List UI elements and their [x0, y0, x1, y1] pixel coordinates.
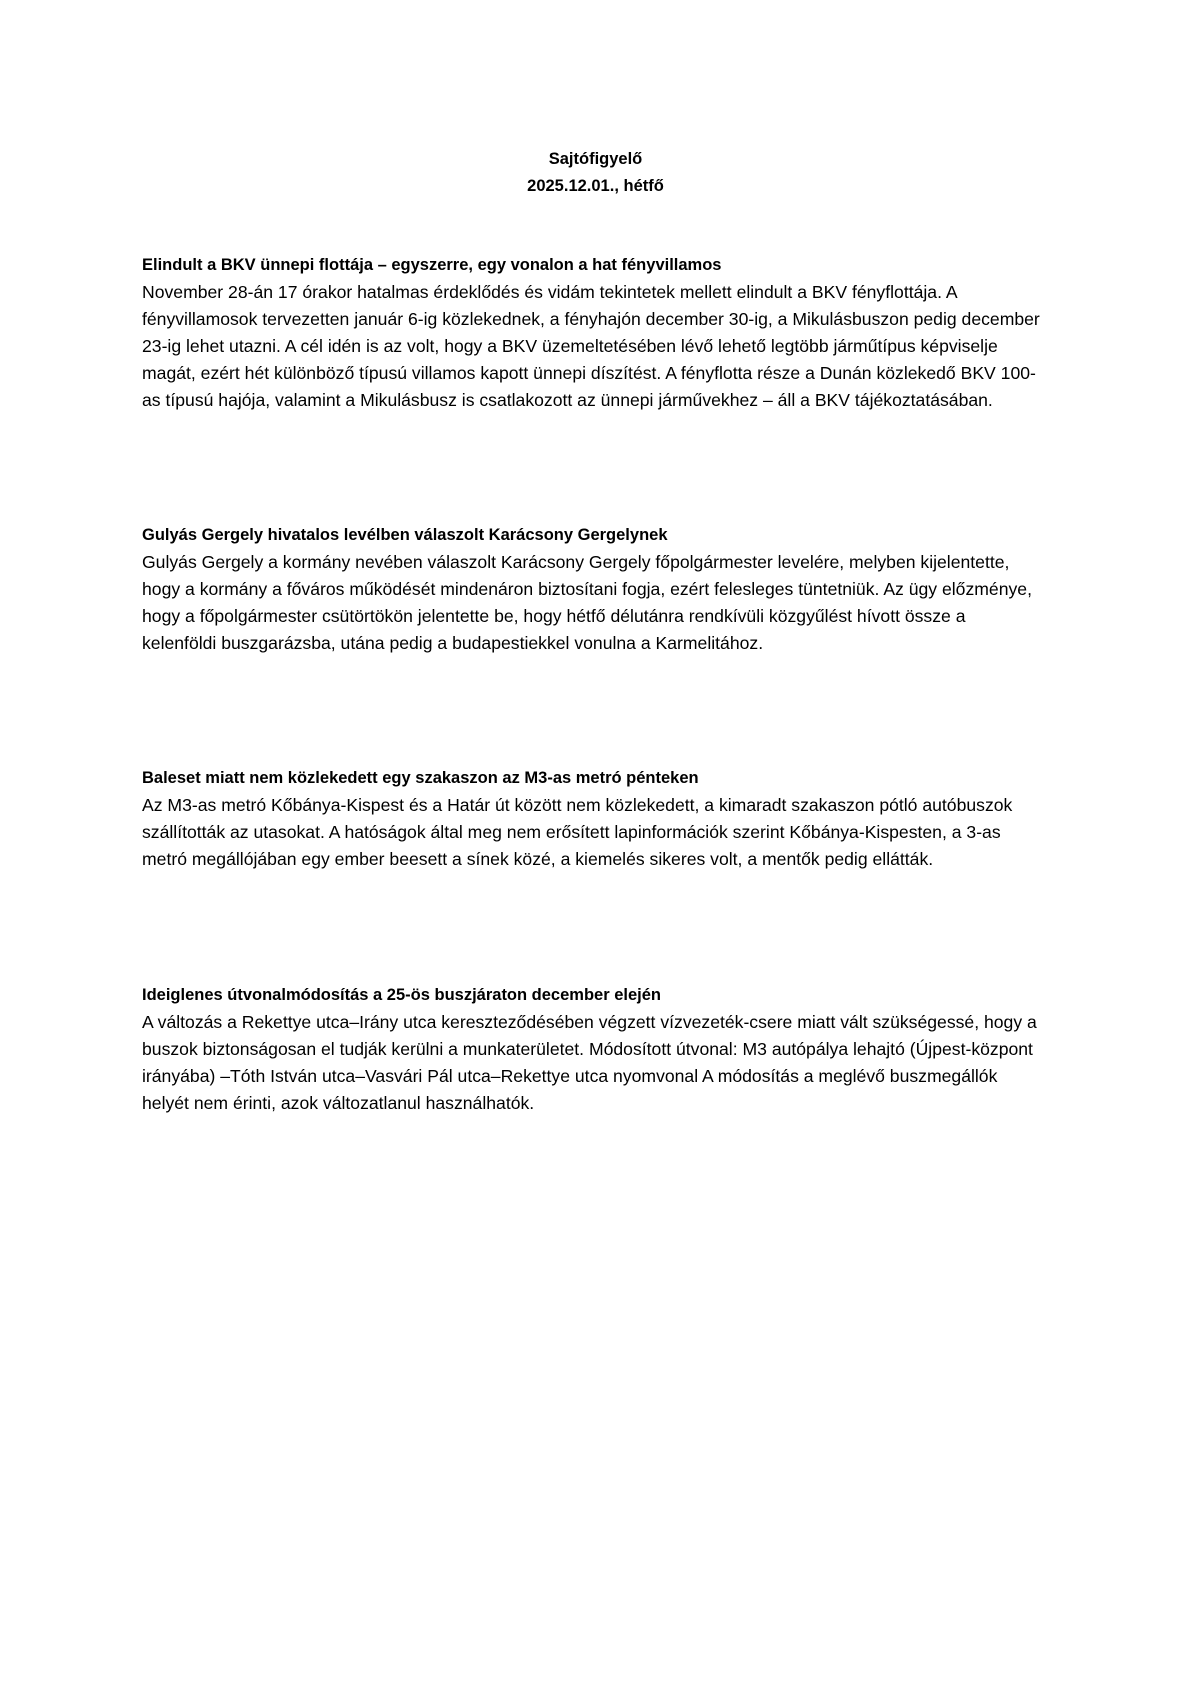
article: [142, 252, 1042, 414]
article-title: Elindult a BKV ünnepi flottája – egyszerre, egy vonalon a hat fényvillamos: [142, 256, 722, 274]
document-date: 2025.12.01., hétfő: [527, 177, 664, 195]
article-body: Gulyás Gergely a kormány nevében válaszolt Karácsony Gergely főpolgármester levelére, melyben kijelentette, hogy a kormány a főváros működését mindenáron biztosítani fogja, ezért felesleges tüntetniük. Az ügy előzménye, hogy a főpolgármester csütörtökön jelentette be, hogy hétfő délutánra rendkívüli közgyűlést hívott össze a kelenföldi buszgarázsba, utána pedig a budapestiekkel vonulna a Karmelitához.: [142, 552, 1032, 653]
article-body: November 28-án 17 órakor hatalmas érdeklődés és vidám tekintetek mellett elindult a BKV fényflottája. A fényvillamosok tervezetten január 6-ig közlekednek, a fényhajón december 30-ig, a Mikulásbuszon pedig december 23-ig lehet utazni. A cél idén is az volt, hogy a BKV üzemeltetésében lévő lehető legtöbb járműtípus képviselje magát, ezért hét különböző típusú villamos kapott ünnepi díszítést. A fényflotta része a Dunán közlekedő BKV 100-as típusú hajója, valamint a Mikulásbusz is csatlakozott az ünnepi járművekhez – áll a BKV tájékoztatásában.: [142, 282, 1040, 410]
document-title: Sajtófigyelő: [548, 150, 643, 168]
article: [142, 765, 1042, 873]
document-header: [0, 146, 1191, 200]
article-body: Az M3-as metró Kőbánya-Kispest és a Határ út között nem közlekedett, a kimaradt szakaszon pótló autóbuszok szállították az utasokat. A hatóságok által meg nem erősített lapinformációk szerint Kőbánya-Kispesten, a 3-as metró megállójában egy ember beesett a sínek közé, a kiemelés sikeres volt, a mentők pedig ellátták.: [142, 795, 1013, 869]
article-title: Baleset miatt nem közlekedett egy szakaszon az M3-as metró pénteken: [142, 769, 699, 787]
article-title: Ideiglenes útvonalmódosítás a 25-ös buszjáraton december elején: [142, 986, 661, 1004]
article-title: Gulyás Gergely hivatalos levélben válaszolt Karácsony Gergelynek: [142, 526, 668, 544]
article: [142, 982, 1042, 1117]
article: [142, 522, 1042, 657]
article-body: A változás a Rekettye utca–Irány utca kereszteződésében végzett vízvezeték-csere miatt vált szükségessé, hogy a buszok biztonságosan el tudják kerülni a munkaterületet. Módosított útvonal: M3 autópálya lehajtó (Újpest-központ irányába) –Tóth István utca–Vasvári Pál utca–Rekettye utca nyomvonal A módosítás a meglévő buszmegállók helyét nem érinti, azok változatlanul használhatók.: [142, 1012, 1037, 1113]
